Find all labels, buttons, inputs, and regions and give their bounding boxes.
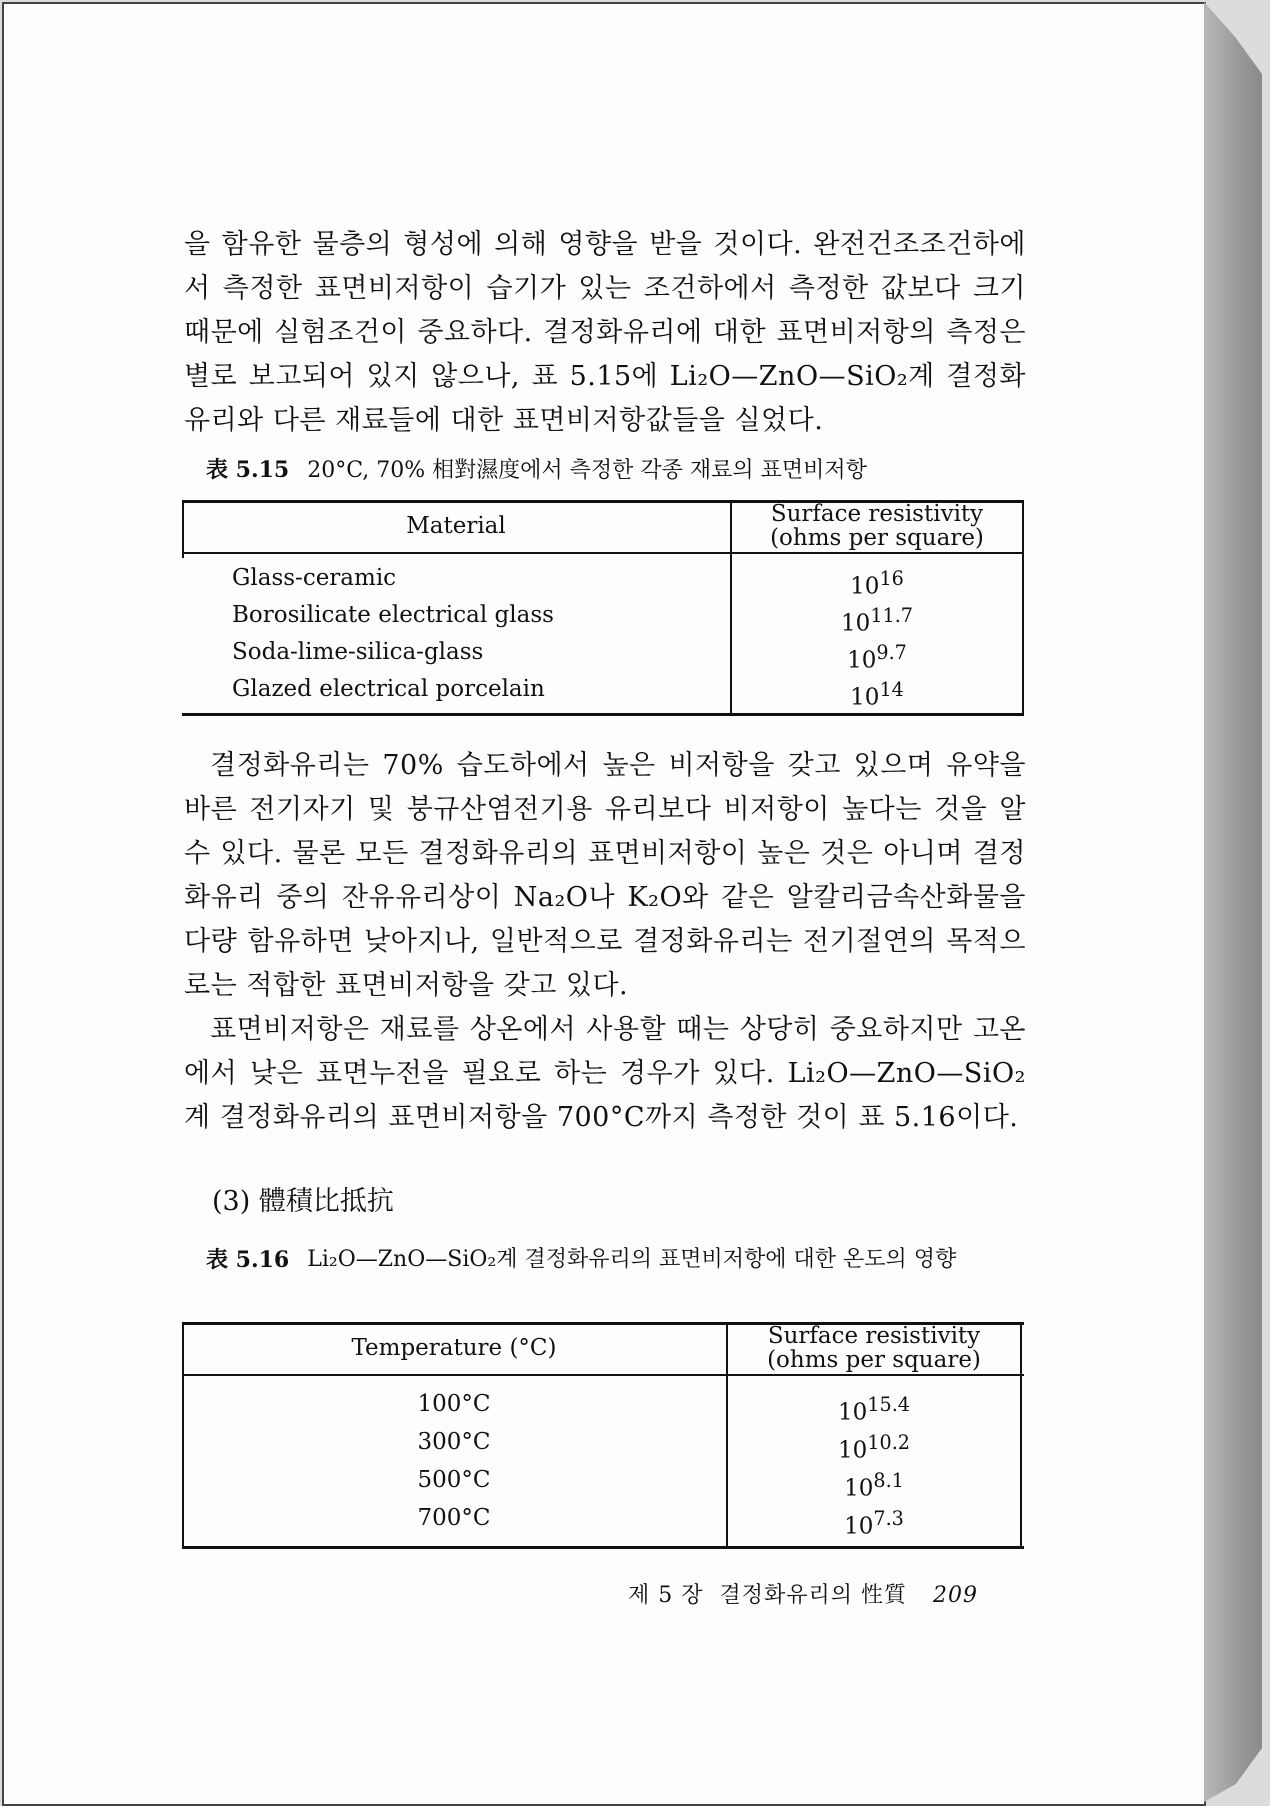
table-header-rule [182,1374,1024,1376]
table-cell-resistivity: $10^{15.4}$ [838,1393,910,1426]
table-cell-material: Borosilicate electrical glass [232,602,554,628]
section-heading: (3) 體積比抵抗 [212,1186,394,1217]
column-header-line2: (ohms per square) [770,525,984,551]
surface-resistivity-materials-table [182,500,1024,716]
table-label: 表 5.16 [206,1247,290,1273]
surface-resistivity-temperature-table [182,1322,1024,1550]
table-cell-resistivity: $10^{8.1}$ [844,1469,904,1502]
table-cell-temperature: 700°C [417,1505,491,1531]
paragraph-discussion: 결정화유리는 70% 습도하에서 높은 비저항을 갖고 있으며 유약을 바른 전기자기 및 붕규산염전기용 유리보다 비저항이 높다는 것을 알 수 있다. 물론 모든 결정화유리의 표면비저항이 높은 것은 아니며 결정화유리 중의 잔유유리상이 Na₂O나 K₂O와 같은 알칼리금속산화물을 다량 함유하면 낮아지나, 일반적으로 결정화유리는 전기절연의 목적으로는 적합한 표면비저항을 갖고 있다. [184,750,1026,1001]
table-caption-5-15 [206,453,867,488]
book-spine-shadow [1204,2,1262,1802]
table-right-edge [1020,1322,1022,1548]
chapter-number: 제 5 장 [628,1583,704,1608]
table-cell-resistivity: $10^{10.2}$ [838,1431,910,1464]
table-bottom-rule [182,1546,1024,1549]
table-cell-resistivity: $10^{16}$ [850,567,904,600]
column-header-material: Material [406,513,506,539]
column-header-line1: Surface resistivity [770,501,984,527]
table-right-edge [1022,500,1024,716]
table-cell-resistivity: $10^{14}$ [850,678,904,711]
table-cell-material: Glass-ceramic [232,565,397,591]
table-cell-resistivity: $10^{11.7}$ [841,604,913,637]
column-header-resistivity [732,502,1022,550]
table-cell-material: Glazed electrical porcelain [232,676,545,702]
page-number: 209 [933,1583,979,1608]
column-header-line1: Surface resistivity [767,1323,981,1349]
column-header-line2: (ohms per square) [767,1347,981,1373]
chapter-title: 결정화유리의 性質 [719,1583,908,1608]
table-caption-text: Li₂O—ZnO—SiO₂계 결정화유리의 표면비저항에 대한 온도의 영향 [307,1247,957,1272]
table-cell-temperature: 100°C [417,1391,491,1417]
table-cell-material: Soda-lime-silica-glass [232,639,484,665]
table-header-rule [182,552,1024,554]
table-label: 表 5.15 [206,457,290,483]
table-caption-text: 20°C, 70% 相對濕度에서 측정한 각종 재료의 표면비저항 [307,458,867,483]
table-caption-5-16 [206,1243,1006,1278]
table-cell-resistivity: $10^{9.7}$ [847,641,907,674]
table-cell-resistivity: $10^{7.3}$ [844,1507,904,1540]
table-cell-temperature: 300°C [417,1429,491,1455]
column-header-resistivity [728,1324,1020,1372]
table-cell-temperature: 500°C [417,1467,491,1493]
paragraph-high-temperature: 표면비저항은 재료를 상온에서 사용할 때는 상당히 중요하지만 고온에서 낮은 표면누전을 필요로 하는 경우가 있다. Li₂O—ZnO—SiO₂계 결정화유리의 표면비저항을 700°C까지 측정한 것이 표 5.16이다. [184,1014,1026,1133]
page-footer [628,1578,978,1609]
column-header-temperature: Temperature (°C) [351,1335,557,1361]
paragraph-intro: 을 함유한 물층의 형성에 의해 영향을 받을 것이다. 완전건조조건하에서 측정한 표면비저항이 습기가 있는 조건하에서 측정한 값보다 크기 때문에 실험조건이 중요하다. 결정화유리에 대한 표면비저항의 측정은 별로 보고되어 있지 않으나, 표 5.15에 Li₂O—ZnO—SiO₂계 결정화유리와 다른 재료들에 대한 표면비저항값들을 실었다. [184,229,1026,436]
